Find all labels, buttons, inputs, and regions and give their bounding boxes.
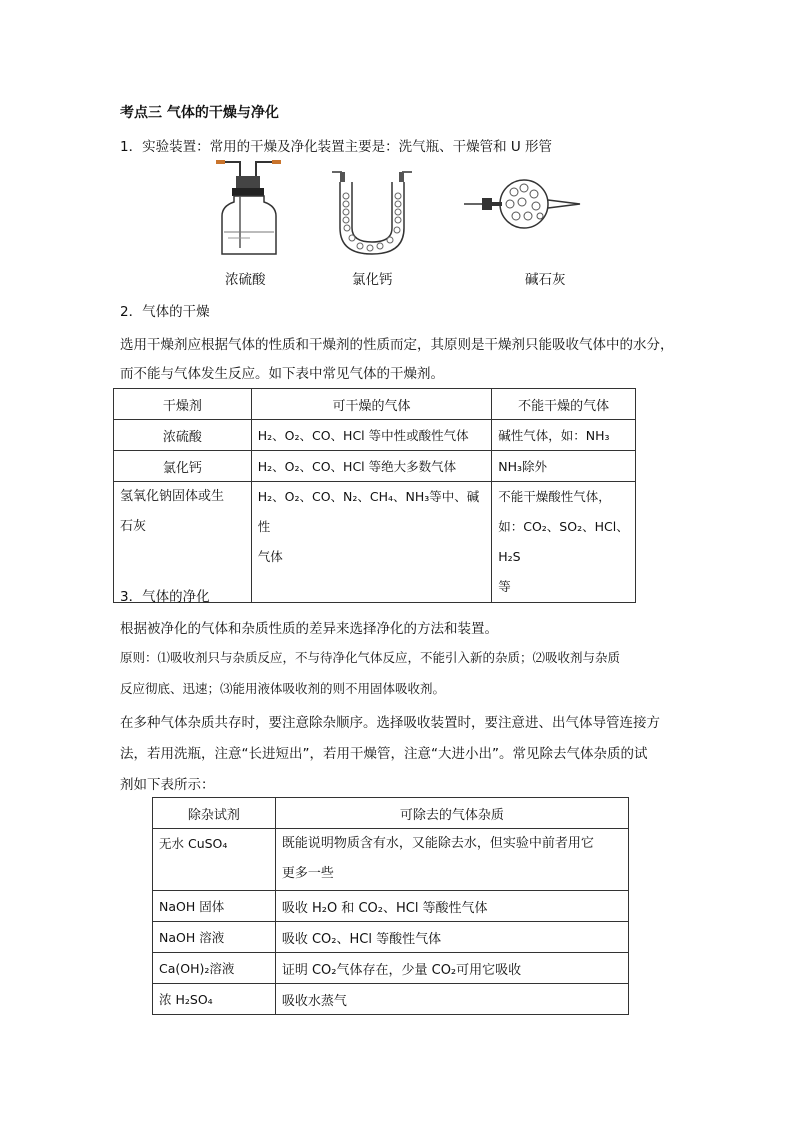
table2-cell xyxy=(275,829,628,891)
table2-cell: 吸收 H₂O 和 CO₂、HCl 等酸性气体 xyxy=(275,891,628,922)
gas-washing-bottle-figure xyxy=(210,158,290,258)
table1-cell-line: 不能干燥酸性气体， xyxy=(498,489,611,504)
paragraph-order-2: 法，若用洗瓶，注意“长进短出”，若用干燥管，注意“大进小出”。常见除去气体杂质的试 xyxy=(120,746,648,762)
table1-cell: 碱性气体，如：NH₃ xyxy=(492,420,636,451)
table2-cell: 浓 H₂SO₄ xyxy=(153,984,276,1015)
table2-cell: 吸收 CO₂、HCl 等酸性气体 xyxy=(275,922,628,953)
table1-cell: 氯化钙 xyxy=(114,451,252,482)
paragraph-purify: 根据被净化的气体和杂质性质的差异来选择净化的方法和装置。 xyxy=(120,621,498,637)
table2-cell: 无水 CuSO₄ xyxy=(153,829,276,891)
impurity-removal-table xyxy=(152,797,629,1015)
drying-agent-table xyxy=(113,388,636,603)
table2-cell: 证明 CO₂气体存在，少量 CO₂可用它吸收 xyxy=(275,953,628,984)
drying-tube-figure xyxy=(462,176,582,232)
table2-cell: 吸收水蒸气 xyxy=(275,984,628,1015)
table1-cell: NH₃除外 xyxy=(492,451,636,482)
caption-u-tube: 氯化钙 xyxy=(352,272,393,288)
paragraph-order-1: 在多种气体杂质共存时，要注意除杂顺序。选择吸收装置时，要注意进、出气体导管连接方 xyxy=(120,715,660,731)
u-tube-figure xyxy=(330,166,414,258)
table1-cell-line: 氢氧化钠固体或生 xyxy=(120,489,225,504)
table1-cell-line: 等 xyxy=(498,579,511,594)
table2-cell: NaOH 固体 xyxy=(153,891,276,922)
subsection-2-heading: 2．气体的干燥 xyxy=(120,304,210,320)
section-heading: 考点三 气体的干燥与净化 xyxy=(120,105,279,121)
table2-header-reagent: 除杂试剂 xyxy=(153,798,276,829)
table1-cell: H₂、O₂、CO、HCl 等绝大多数气体 xyxy=(251,451,492,482)
table2-header-impurity: 可除去的气体杂质 xyxy=(275,798,628,829)
paragraph-order-3: 剂如下表所示： xyxy=(120,777,215,793)
paragraph-drying-1: 选用干燥剂应根据气体的性质和干燥剂的性质而定，其原则是干燥剂只能吸收气体中的水分， xyxy=(120,337,674,353)
table2-cell-line: 既能说明物质含有水，又能除去水，但实验中前者用它 xyxy=(281,836,594,851)
caption-washing-bottle: 浓硫酸 xyxy=(225,272,266,288)
table1-cell: H₂、O₂、CO、HCl 等中性或酸性气体 xyxy=(251,420,492,451)
subsection-1-text: 1．实验装置：常用的干燥及净化装置主要是：洗气瓶、干燥管和 U 形管 xyxy=(120,139,553,155)
paragraph-principle-1: 原则：⑴吸收剂只与杂质反应，不与待净化气体反应，不能引入新的杂质；⑵吸收剂与杂质 xyxy=(120,650,621,665)
table2-cell: NaOH 溶液 xyxy=(153,922,276,953)
table1-header-not-dryable: 不能干燥的气体 xyxy=(492,389,636,420)
table1-cell-line: 如：CO₂、SO₂、HCl、H₂S xyxy=(498,519,629,564)
table1-cell-line: 石灰 xyxy=(120,519,147,534)
table1-cell xyxy=(492,482,636,603)
paragraph-drying-2: 而不能与气体发生反应。如下表中常见气体的干燥剂。 xyxy=(120,366,444,382)
table2-cell: Ca(OH)₂溶液 xyxy=(153,953,276,984)
table2-cell-line: 更多一些 xyxy=(281,866,334,881)
table1-cell-line: 气体 xyxy=(257,549,283,564)
caption-drying-tube: 碱石灰 xyxy=(525,272,566,288)
paragraph-principle-2: 反应彻底、迅速；⑶能用液体吸收剂的则不用固体吸收剂。 xyxy=(120,681,446,696)
table1-header-dryable: 可干燥的气体 xyxy=(251,389,492,420)
table1-header-agent: 干燥剂 xyxy=(114,389,252,420)
table1-cell xyxy=(251,482,492,603)
table1-cell-line: H₂、O₂、CO、N₂、CH₄、NH₃等中、碱性 xyxy=(257,489,480,534)
subsection-3-heading: 3．气体的净化 xyxy=(120,589,210,605)
table1-cell: 浓硫酸 xyxy=(114,420,252,451)
